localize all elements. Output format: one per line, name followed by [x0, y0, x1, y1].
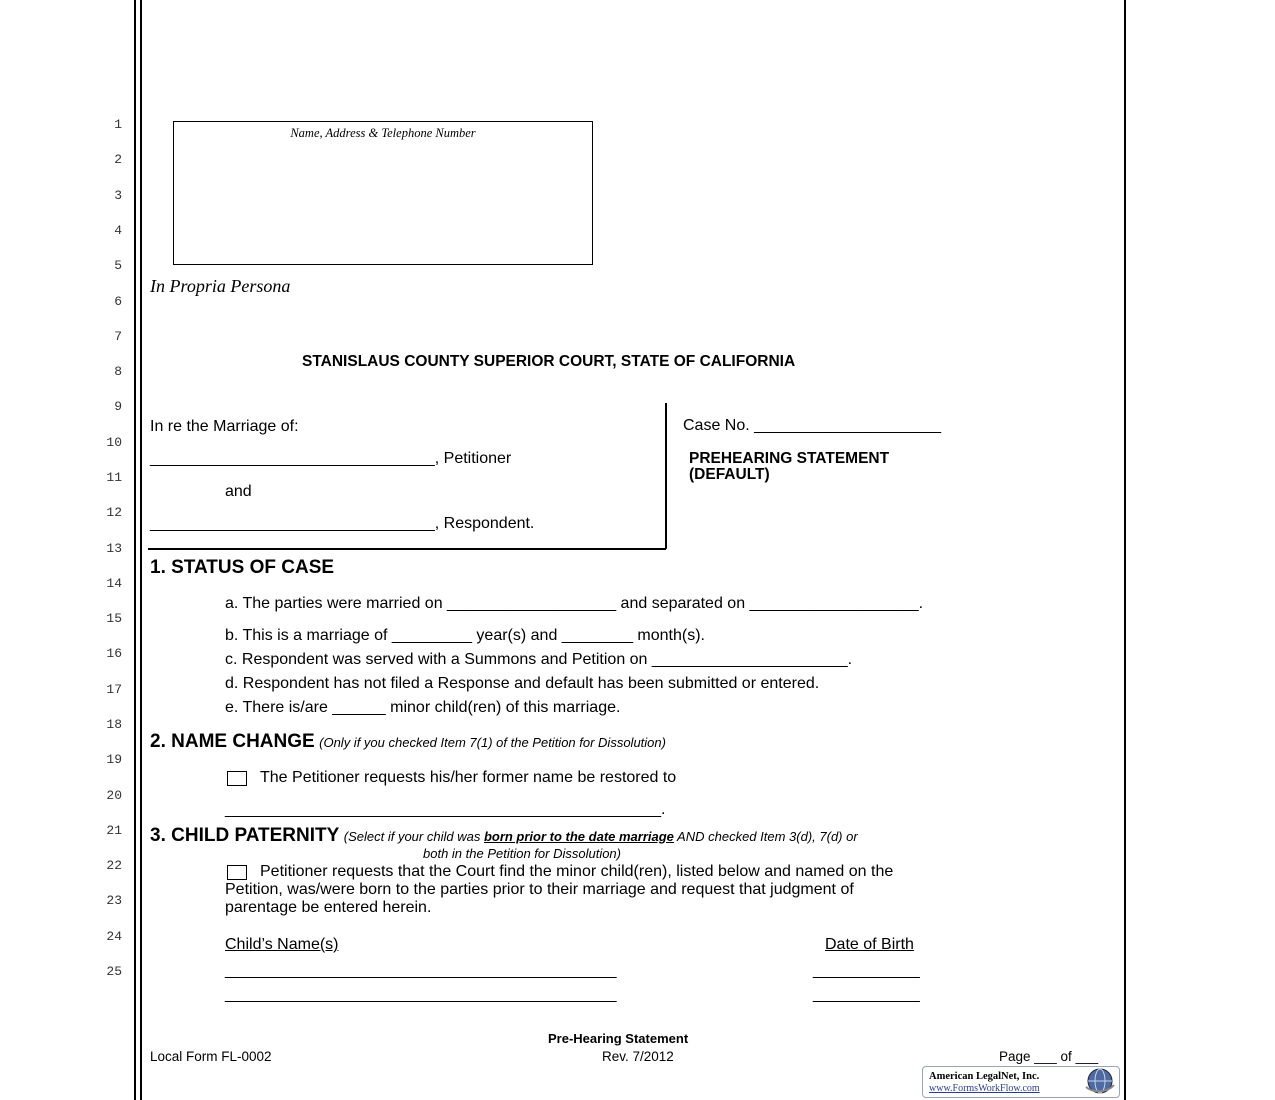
line-number: 25	[106, 964, 122, 979]
name-change-request: The Petitioner requests his/her former name be restored to	[260, 769, 677, 786]
document-subtitle: (DEFAULT)	[689, 466, 770, 483]
line-number: 11	[106, 470, 122, 485]
document-title: PREHEARING STATEMENT	[689, 450, 890, 467]
in-re-marriage: In re the Marriage of:	[150, 418, 299, 435]
case-number-field[interactable]: Case No. _____________________	[683, 417, 942, 434]
line-number: 14	[106, 576, 122, 591]
petitioner-field[interactable]: ________________________________, Petitioner	[150, 450, 512, 467]
line-number: 7	[114, 329, 122, 344]
line-number: 5	[114, 258, 122, 273]
paternity-checkbox[interactable]	[227, 865, 247, 880]
left-margin-rule-inner	[140, 0, 142, 1100]
name-address-box[interactable]	[173, 121, 593, 265]
line-number: 2	[114, 152, 122, 167]
footer-revision: Rev. 7/2012	[602, 1049, 674, 1064]
right-margin-rule	[1124, 0, 1126, 1100]
line-number: 12	[106, 505, 122, 520]
in-propria-persona: In Propria Persona	[150, 276, 291, 296]
status-item-e[interactable]: e. There is/are ______ minor child(ren) of this marriage.	[225, 699, 621, 716]
caption-divider-horizontal	[148, 548, 666, 550]
section-2-note: (Only if you checked Item 7(1) of the Petition for Dissolution)	[319, 735, 666, 750]
section-2-heading-row	[150, 731, 666, 753]
line-number: 22	[106, 858, 122, 873]
section-1-heading: 1. STATUS OF CASE	[150, 557, 335, 578]
caption-divider-vertical	[665, 403, 667, 549]
paternity-request-line2: Petition, was/were born to the parties prior to their marriage and request that judgment of	[225, 881, 854, 898]
child-name-field[interactable]: ____________________________________________	[225, 962, 617, 979]
line-number: 16	[106, 646, 122, 661]
line-number: 4	[114, 223, 122, 238]
section-3-note-line2: both in the Petition for Dissolution)	[423, 846, 621, 861]
logo-company-name: American LegalNet, Inc.	[929, 1071, 1040, 1082]
line-number: 8	[114, 364, 122, 379]
line-number: 23	[106, 893, 122, 908]
status-item-b[interactable]: b. This is a marriage of _________ year(s) and ________ month(s).	[225, 627, 705, 644]
paternity-request-line3: parentage be entered herein.	[225, 899, 432, 916]
name-address-box-label: Name, Address & Telephone Number	[290, 126, 476, 140]
left-margin-rule-outer	[134, 0, 136, 1100]
child-name-column-header: Child’s Name(s)	[225, 936, 339, 953]
globe-icon	[1083, 1067, 1115, 1095]
court-title: STANISLAUS COUNTY SUPERIOR COURT, STATE OF CALIFORNIA	[302, 353, 796, 370]
line-number: 17	[106, 682, 122, 697]
line-number: 1	[114, 117, 122, 132]
line-number: 10	[106, 435, 122, 450]
child-name-field[interactable]: ____________________________________________	[225, 986, 617, 1003]
footer-title: Pre-Hearing Statement	[548, 1031, 689, 1046]
footer-form-number: Local Form FL-0002	[150, 1049, 272, 1064]
respondent-field[interactable]: ________________________________, Respondent.	[150, 515, 535, 532]
child-dob-field[interactable]: ____________	[813, 986, 920, 1003]
caption-and: and	[225, 483, 252, 500]
line-number: 18	[106, 717, 122, 732]
line-number: 19	[106, 752, 122, 767]
status-item-a[interactable]: a. The parties were married on ___________________ and separated on ___________________.	[225, 595, 924, 612]
section-2-heading: 2. NAME CHANGE	[150, 731, 315, 752]
status-item-c[interactable]: c. Respondent was served with a Summons and Petition on ______________________.	[225, 651, 853, 668]
line-number: 13	[106, 541, 122, 556]
child-dob-field[interactable]: ____________	[813, 962, 920, 979]
date-of-birth-column-header: Date of Birth	[825, 936, 914, 953]
paternity-request-line1: Petitioner requests that the Court find the minor child(ren), listed below and named on the	[260, 863, 894, 880]
line-number: 6	[114, 294, 122, 309]
section-3-heading-row	[150, 825, 858, 847]
footer-page-number[interactable]: Page ___ of ___	[999, 1049, 1099, 1064]
line-number: 24	[106, 929, 122, 944]
former-name-field[interactable]: _________________________________________________.	[225, 801, 666, 818]
logo-url: www.FormsWorkFlow.com	[929, 1083, 1040, 1094]
line-number: 20	[106, 788, 122, 803]
line-number: 15	[106, 611, 122, 626]
name-change-checkbox[interactable]	[227, 771, 247, 786]
section-3-heading: 3. CHILD PATERNITY	[150, 825, 340, 846]
status-item-d: d. Respondent has not filed a Response and default has been submitted or entered.	[225, 675, 820, 692]
section-3-note: (Select if your child was born prior to the date marriage AND checked Item 3(d), 7(d) or	[343, 829, 858, 844]
legalnet-logo[interactable]	[922, 1066, 1120, 1098]
line-number: 21	[106, 823, 122, 838]
line-number: 3	[114, 188, 122, 203]
line-number: 9	[114, 399, 122, 414]
